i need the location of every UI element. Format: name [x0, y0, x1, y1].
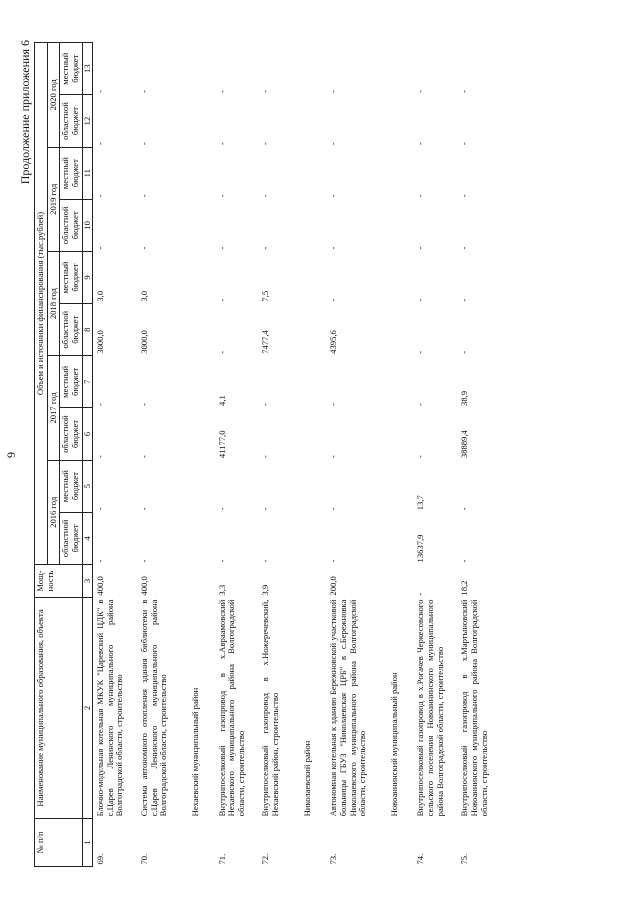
table-row: [326, 43, 380, 867]
header-local: местный бюджет: [60, 460, 82, 512]
funding-value: -: [328, 559, 339, 563]
funding-value: 38889,4: [459, 430, 470, 459]
header-regional: областной бюджет: [60, 95, 82, 147]
funding-value: -: [139, 559, 149, 563]
funding-value: 7,5: [260, 290, 271, 302]
funding-value: -: [415, 298, 426, 302]
table-row: [93, 43, 137, 867]
section-row: [293, 43, 327, 867]
funding-value: -: [216, 559, 227, 563]
column-number: 9: [82, 251, 93, 303]
funding-value: -: [216, 194, 227, 198]
header-capacity: Мощ-ность: [35, 564, 83, 597]
object-name: Внутрипоселковый газопровод в х.Мартыновский Новоаннинского муниципального района Волгоградской области, строительство: [459, 599, 489, 817]
object-name: Внутрипоселковый газопровод в х.Рогачев Черкесовского сельского поселения Новоаннинского муниципального района Волгоградской области, строительство: [415, 599, 445, 817]
funding-value: 7477,4: [260, 330, 271, 354]
header-funding: Объем и источники финансирования (тыс.рублей): [35, 43, 48, 565]
capacity-value: 3,3: [216, 584, 227, 596]
funding-value: -: [459, 559, 470, 563]
column-number: 6: [82, 408, 93, 460]
header-regional: областной бюджет: [60, 199, 82, 251]
funding-value: -: [459, 350, 470, 354]
funding-value: -: [139, 194, 149, 198]
funding-value: -: [139, 455, 149, 459]
funding-value: -: [95, 194, 106, 198]
column-number: 5: [82, 460, 93, 512]
object-name: Автономная котельная к зданию Бережновской участковой больницы ГБУЗ "Николаевская ЦРБ" в с.Бережновка Николаевского муниципального района Волгоградской области, строительство: [328, 599, 368, 817]
row-number: 70.: [139, 853, 149, 865]
funding-value: -: [459, 507, 470, 511]
capacity-value: 400,0: [95, 576, 106, 596]
header-year: 2016 год: [47, 460, 60, 564]
funding-value: -: [328, 142, 339, 146]
funding-value: -: [95, 246, 106, 250]
funding-table: [34, 42, 501, 867]
header-local: местный бюджет: [60, 251, 82, 303]
section-title: Новоаннинский муниципальный район: [388, 672, 399, 817]
funding-value: -: [216, 507, 227, 511]
section-row: [181, 43, 215, 867]
header-regional: областной бюджет: [60, 512, 82, 564]
funding-value: -: [260, 507, 271, 511]
funding-value: -: [260, 246, 271, 250]
header-local: местный бюджет: [60, 147, 82, 199]
funding-value: -: [260, 142, 271, 146]
column-number: 4: [82, 512, 93, 564]
funding-value: -: [415, 403, 426, 406]
column-number: 8: [82, 304, 93, 356]
funding-value: -: [415, 142, 426, 146]
capacity-value: 200,0: [328, 576, 339, 596]
row-number: 69.: [95, 853, 106, 865]
funding-value: -: [459, 246, 470, 250]
header-num: № п/п: [35, 818, 83, 866]
header-regional: областной бюджет: [60, 408, 82, 460]
column-number: 10: [82, 199, 93, 251]
funding-value: -: [459, 142, 470, 146]
section-title: Нехаевский муниципальный район: [189, 687, 200, 817]
table-row: [215, 43, 259, 867]
funding-value: -: [260, 90, 271, 93]
row-number: 73.: [328, 853, 339, 865]
funding-value: -: [216, 142, 227, 146]
table-row: [457, 43, 501, 867]
funding-value: 41177,0: [216, 430, 227, 459]
funding-value: -: [216, 350, 227, 354]
funding-value: 13637,9: [415, 534, 426, 563]
column-number: 3: [82, 564, 93, 597]
funding-value: -: [415, 90, 426, 93]
table-row: [258, 43, 292, 867]
funding-value: -: [328, 298, 339, 302]
funding-value: 3,0: [139, 290, 149, 302]
funding-value: 13,7: [415, 495, 426, 511]
table-row: [137, 43, 181, 867]
funding-value: -: [216, 298, 227, 302]
funding-value: -: [216, 246, 227, 250]
funding-value: -: [328, 507, 339, 511]
header-year: 2017 год: [47, 356, 60, 460]
funding-value: -: [328, 403, 339, 406]
funding-value: -: [459, 298, 470, 302]
capacity-value: -: [415, 592, 426, 596]
funding-value: -: [139, 142, 149, 146]
section-row: [380, 43, 414, 867]
column-number: 11: [82, 147, 93, 199]
object-name: Внутрипоселковый газопровод в х.Ножеречевский, Нехаевский район, строительство: [260, 599, 280, 817]
funding-value: -: [95, 507, 106, 511]
funding-value: -: [328, 455, 339, 459]
continuation-label: Продолжение приложения 6: [18, 40, 32, 185]
object-name: Внутрипоселковый газопровод в х.Авраамовский Нехаевского муниципального района Волгоградской области, строительство: [216, 599, 246, 817]
funding-value: -: [260, 455, 271, 459]
row-number: 72.: [260, 853, 271, 865]
funding-value: -: [415, 455, 426, 459]
capacity-value: 18,2: [459, 580, 470, 596]
funding-value: -: [260, 194, 271, 198]
row-number: 74.: [415, 853, 426, 865]
funding-value: -: [328, 246, 339, 250]
funding-value: -: [95, 142, 106, 146]
funding-value: 3000,0: [95, 330, 106, 354]
header-local: местный бюджет: [60, 43, 82, 95]
funding-value: -: [415, 246, 426, 250]
funding-value: -: [95, 90, 106, 93]
funding-value: 4395,6: [328, 330, 339, 354]
header-local: местный бюджет: [60, 356, 82, 408]
header-name: Наименование муниципального образования, объекта: [35, 598, 83, 819]
header-year: 2019 год: [47, 147, 60, 251]
column-number: 2: [82, 598, 93, 819]
header-regional: областной бюджет: [60, 304, 82, 356]
row-number: 71.: [216, 853, 227, 865]
funding-value: -: [459, 194, 470, 198]
column-number: 1: [82, 818, 93, 866]
funding-value: -: [459, 90, 470, 93]
funding-value: -: [139, 246, 149, 250]
funding-value: -: [95, 455, 106, 459]
header-year: 2020 год: [47, 43, 60, 148]
funding-value: 4,1: [216, 395, 227, 406]
object-name: Система автономного отопления здания библиотеки в с.Царев Ленинского муниципального района Волгоградской области, строительство: [139, 599, 169, 817]
funding-value: -: [328, 194, 339, 198]
funding-value: -: [95, 559, 106, 563]
column-number: 12: [82, 95, 93, 147]
row-number: 75.: [459, 853, 470, 865]
funding-value: 3000,0: [139, 330, 149, 354]
funding-value: -: [139, 403, 149, 406]
capacity-value: 3,9: [260, 584, 271, 596]
funding-value: -: [415, 194, 426, 198]
page-number: 9: [4, 452, 18, 458]
funding-value: -: [216, 90, 227, 93]
funding-value: -: [415, 350, 426, 354]
header-year: 2018 год: [47, 251, 60, 355]
column-number: 7: [82, 356, 93, 408]
table-body: [93, 43, 502, 867]
column-number-row: [82, 43, 93, 867]
funding-value: -: [328, 90, 339, 93]
funding-value: 3,0: [95, 290, 106, 302]
funding-value: -: [139, 90, 149, 93]
object-name: Блочно-модульная котельная МКУК "Царевский ЦДК" в с.Царев Ленинского муниципального района Волгоградской области, строительство: [95, 599, 125, 817]
capacity-value: 400,0: [139, 576, 149, 596]
funding-value: 38,9: [459, 390, 470, 406]
section-title: Николаевский район: [301, 740, 312, 817]
funding-value: -: [260, 403, 271, 406]
table-row: [413, 43, 457, 867]
column-number: 13: [82, 43, 93, 95]
funding-value: -: [139, 507, 149, 511]
funding-value: -: [95, 403, 106, 406]
funding-value: -: [260, 559, 271, 563]
